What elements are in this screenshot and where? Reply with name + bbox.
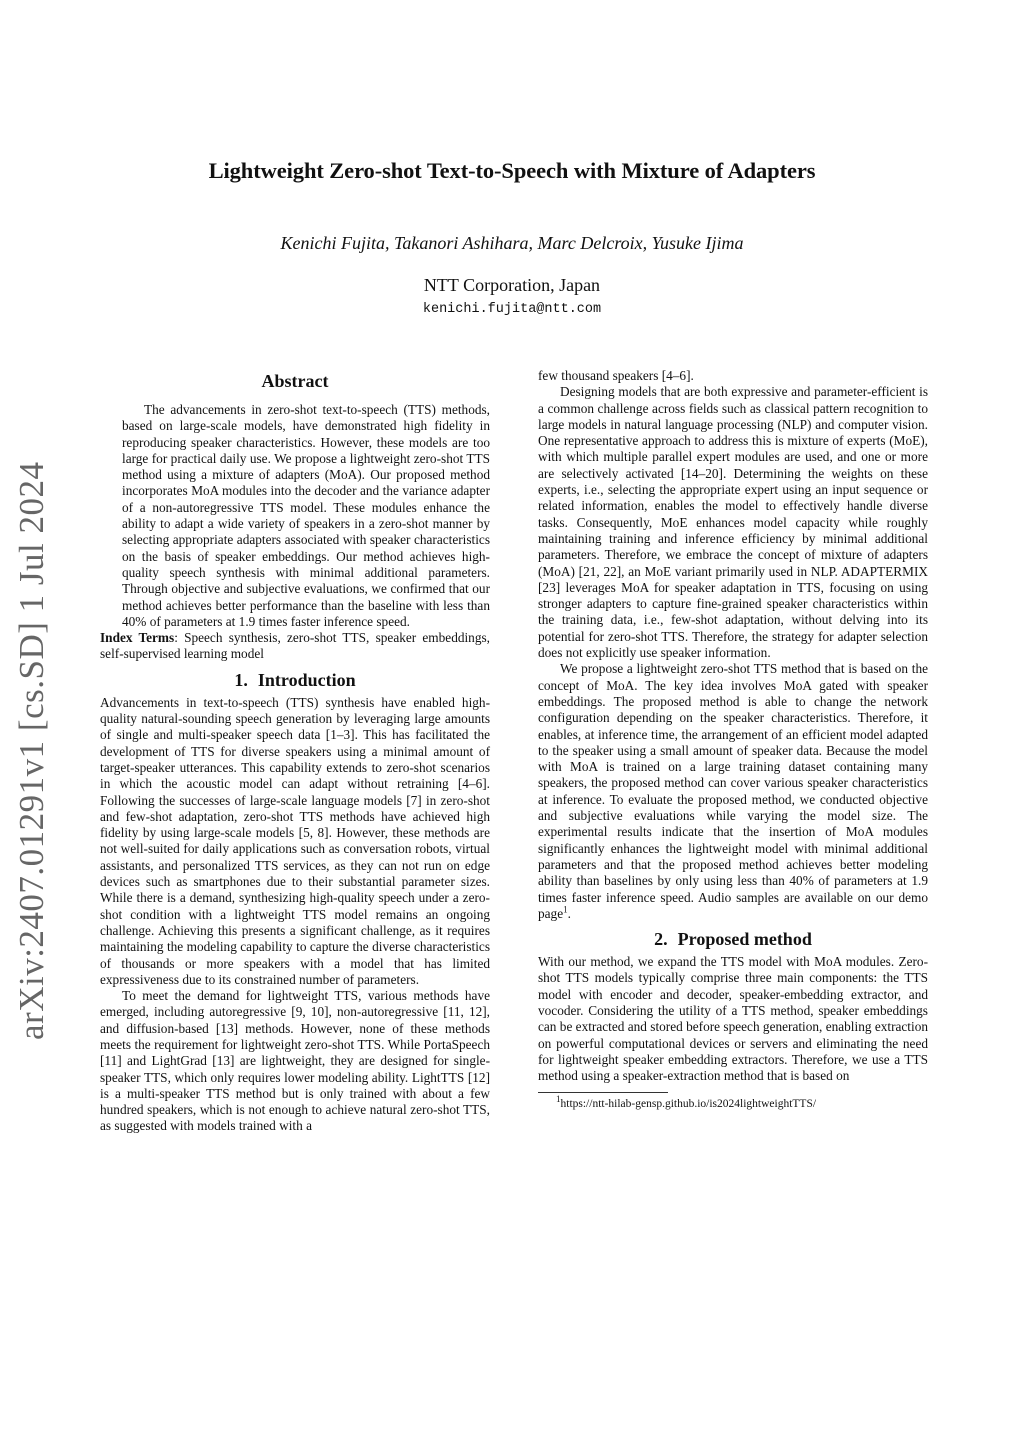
abstract-text: The advancements in zero-shot text-to-speech (TTS) methods, based on large-scale models, have demonstrated high fidelity in reproducing speaker characteristics. However, these models are too large for practical daily use. We propose a lightweight zero-shot TTS method using a mixture of adapters (MoA). Our proposed method incorporates MoA modules into the decoder and the variance adapter of a non-autoregressive TTS model. These modules enhance the ability to adapt a wide variety of speakers in a zero-shot manner by selecting appropriate adapters associated with speaker characteristics on the basis of speaker embeddings. Our method achieves high-quality speech synthesis with minimal additional parameters. Through objective and subjective evaluations, we confirmed that our method achieves better performance than the baseline with less than 40% of parameters at 1.9 times faster inference speed. [122,402,490,629]
footnote-mark: 1 [556,1094,561,1105]
footnote-ref[interactable]: 1 [563,904,568,915]
arxiv-stamp: arXiv:2407.01291v1 [cs.SD] 1 Jul 2024 [12,461,51,1040]
right-column [538,368,928,1111]
section-heading-introduction [100,669,490,691]
section-number: 2. [654,929,668,950]
intro-paragraph-4-end: . [567,905,571,921]
intro-paragraph-4-text: We propose a lightweight zero-shot TTS method that is based on the concept of MoA. The key idea involves MoA gated with speaker embeddings. The proposed method is able to change the network configuration depending on the speaker characteristics. Therefore, it enables, at inference time, the arrangement of an efficient model adapted to the speaker using a small amount of speaker data. Because the model with MoA is trained on a large training dataset containing many speakers, the proposed method can cover various speaker characteristics at inference. To evaluate the proposed method, we conducted objective and subjective evaluations while varying the model size. The experimental results indicate that the insertion of MoA modules significantly enhances the lightweight model with minimal additional parameters and that the proposed method achieves better modeling ability than baselines by only using less than 40% of parameters at 1.9 times faster inference speed. Audio samples are available on our demo page [538,661,928,921]
paper-title: Lightweight Zero-shot Text-to-Speech with Mixture of Adapters [208,158,816,183]
section-heading-proposed-method [538,928,928,950]
intro-paragraph-3: Designing models that are both expressive and parameter-efficient is a common challenge across fields such as classical pattern recognition to large models in natural language processing (NLP) and computer vision. One representative approach to address this is mixture of experts (MoE), with which multiple parallel expert modules are used, and one or more are selectively activated [14–20]. Determining the weights on these experts, i.e., selecting the appropriate expert using an input sequence or related information, enables the model to effectively handle diverse tasks. Consequently, MoE enhances model capacity while roughly maintaining training and inference efficiency by minimal additional parameters. Therefore, we embrace the concept of mixture of adapters (MoA) [21, 22], an MoE variant primarily used in NLP. ADAPTERMIX [23] leverages MoA for speaker adaptation in TTS, focusing on using stronger adapters to capture fine-grained speaker characteristics within the training data, i.e., few-shot adaptation, without delving into its potential for zero-shot TTS. Therefore, the strategy for adapter selection does not explicitly use speaker information. [538,384,928,661]
index-terms-text: : Speech synthesis, zero-shot TTS, speaker embeddings, self-supervised learning model [100,630,490,662]
method-paragraph-1: With our method, we expand the TTS model with MoA modules. Zero-shot TTS models typically comprise three main components: the TTS model with encoder and decoder, speaker-embedding extractor, and vocoder. Considering the utility of a TTS method, speaker embeddings can be extracted and stored before speech generation, enabling extraction on powerful computational devices or servers and eliminating the need for lightweight speaker embedding extractors. Therefore, we use a TTS method using a speaker-extraction method that is based on [538,954,928,1084]
footnote-url[interactable]: https://ntt-hilab-gensp.github.io/is2024lightweightTTS/ [560,1098,817,1111]
affiliation: NTT Corporation, Japan [423,275,601,295]
index-terms-label: Index Terms [100,630,175,646]
footnote [538,1094,928,1111]
index-terms [100,630,490,663]
author-email[interactable]: kenichi.fujita@ntt.com [422,302,602,317]
section-title: Introduction [257,669,356,690]
footnote-divider [538,1092,668,1093]
author-list: Kenichi Fujita, Takanori Ashihara, Marc Delcroix, Yusuke Ijima [280,233,744,253]
intro-paragraph-2-continued: few thousand speakers [4–6]. [538,368,694,383]
intro-paragraph-4 [538,661,928,922]
abstract-heading: Abstract [261,371,329,391]
abstract-body [100,402,490,630]
intro-paragraph-1: Advancements in text-to-speech (TTS) synthesis have enabled high-quality natural-sounding speech generation by leveraging large amounts of single and multi-speaker speech data [1–3]. This has facilitated the development of TTS for diverse speakers using a minimal amount of target-speaker utterances. This capability extends to zero-shot scenarios in which the acoustic model can adapt without retraining [4–6]. Following the successes of large-scale language models [7] in zero-shot and few-shot adaptation, zero-shot TTS methods have achieved high fidelity by using large-scale models [5, 8]. However, these methods are not well-suited for daily applications such as conversation robots, virtual assistants, and personalized TTS services, as they can not run on edge devices such as smartphones due to their substantial parameter sizes. While there is a demand, synthesizing high-quality speech under a zero-shot condition with a lightweight TTS model remains an ongoing challenge. Achieving this presents a significant challenge, as it requires maintaining the modeling capability to capture the diverse characteristics of thousands or more speakers with a model that has limited expressiveness due to its constrained number of parameters. [100,694,490,987]
left-column [100,368,490,1135]
intro-paragraph-2: To meet the demand for lightweight TTS, various methods have emerged, including autoregressive [9, 10], non-autoregressive [11, 12], and diffusion-based [13] methods. However, none of these methods meets the requirement for lightweight zero-shot TTS. While PortaSpeech [11] and LightGrad [13] are lightweight, they are designed for single-speaker TTS, which only requires lower modeling ability. LightTTS [12] is a multi-speaker TTS method but is only trained with about a few hundred speakers, which is not enough to achieve natural zero-shot TTS, as suggested with models trained with a [100,988,490,1134]
section-number: 1. [234,669,248,690]
section-title: Proposed method [677,929,812,950]
